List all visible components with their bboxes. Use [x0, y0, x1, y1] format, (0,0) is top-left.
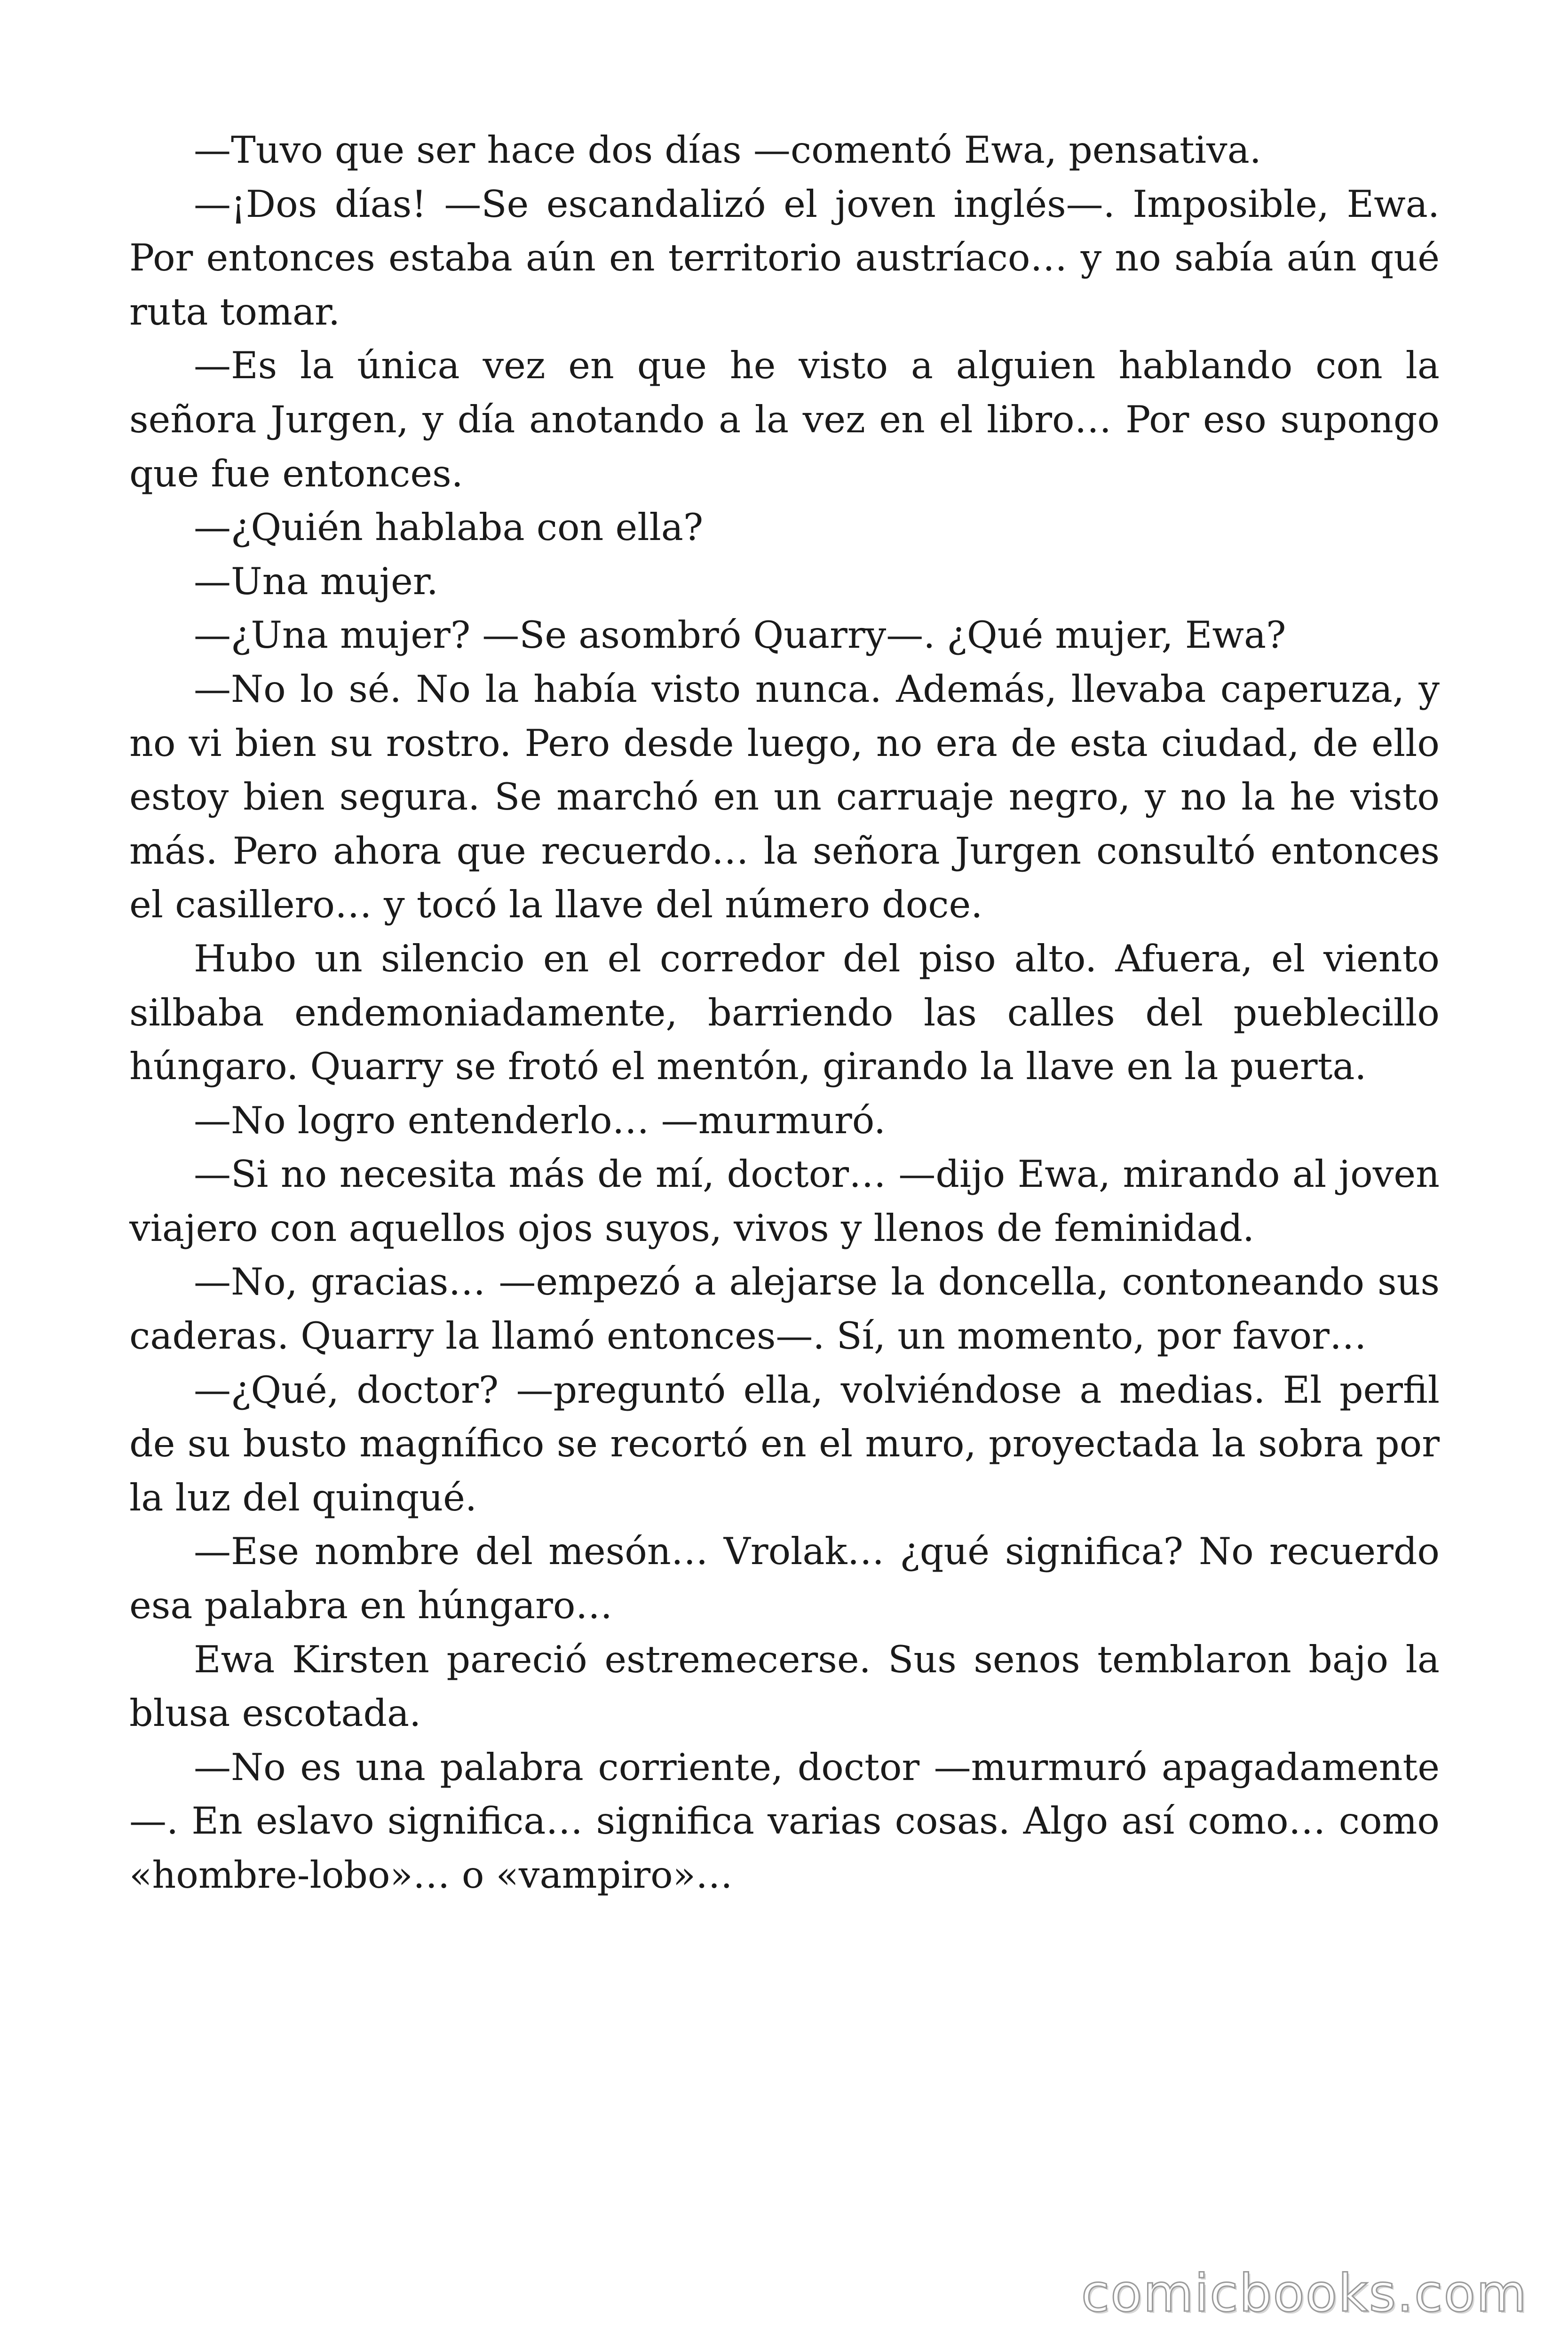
paragraph: —No, gracias… —empezó a alejarse la doncella, contoneando sus caderas. Quarry la llamó entonces—. Sí, un momento, por favor…	[129, 1260, 1440, 1358]
paragraph: —No logro entenderlo… —murmuró.	[194, 1098, 886, 1142]
paragraph: Ewa Kirsten pareció estremecerse. Sus senos temblaron bajo la blusa escotada.	[129, 1637, 1440, 1735]
body-text	[129, 123, 1440, 1902]
paragraph: —¿Una mujer? —Se asombró Quarry—. ¿Qué mujer, Ewa?	[194, 613, 1286, 657]
watermark-logo: comicbooks.com	[1081, 2263, 1528, 2323]
paragraph: —No lo sé. No la había visto nunca. Además, llevaba caperuza, y no vi bien su rostro. Pero desde luego, no era de esta ciudad, de ello estoy bien segura. Se marchó en un carruaje negro, y no la he visto más. Pero ahora que recuerdo… la señora Jurgen consultó entonces el casillero… y tocó la llave del número doce.	[129, 667, 1440, 927]
paragraph: —Si no necesita más de mí, doctor… —dijo Ewa, mirando al joven viajero con aquellos ojos suyos, vivos y llenos de feminidad.	[129, 1152, 1440, 1250]
paragraph: —Es la única vez en que he visto a alguien hablando con la señora Jurgen, y día anotando a la vez en el libro… Por eso supongo que fue entonces.	[129, 344, 1440, 495]
paragraph: —¿Quién hablaba con ella?	[194, 506, 704, 549]
paragraph: —Tuvo que ser hace dos días —comentó Ewa, pensativa.	[194, 128, 1261, 172]
paragraph: Hubo un silencio en el corredor del piso alto. Afuera, el viento silbaba endemoniadamente, barriendo las calles del pueblecillo húngaro. Quarry se frotó el mentón, girando la llave en la puerta.	[129, 937, 1440, 1089]
paragraph: —¡Dos días! —Se escandalizó el joven inglés—. Imposible, Ewa. Por entonces estaba aún en territorio austríaco… y no sabía aún qué ruta tomar.	[129, 182, 1440, 334]
paragraph: —Una mujer.	[194, 559, 438, 603]
paragraph: —No es una palabra corriente, doctor —murmuró apagadamente—. En eslavo significa… significa varias cosas. Algo así como… como «hombre-lobo»… o «vampiro»…	[129, 1745, 1440, 1897]
paragraph: —¿Qué, doctor? —preguntó ella, volviéndose a medias. El perfil de su busto magnífico se recortó en el muro, proyectada la sobra por la luz del quinqué.	[129, 1368, 1440, 1519]
paragraph: —Ese nombre del mesón… Vrolak… ¿qué significa? No recuerdo esa palabra en húngaro…	[129, 1530, 1440, 1628]
